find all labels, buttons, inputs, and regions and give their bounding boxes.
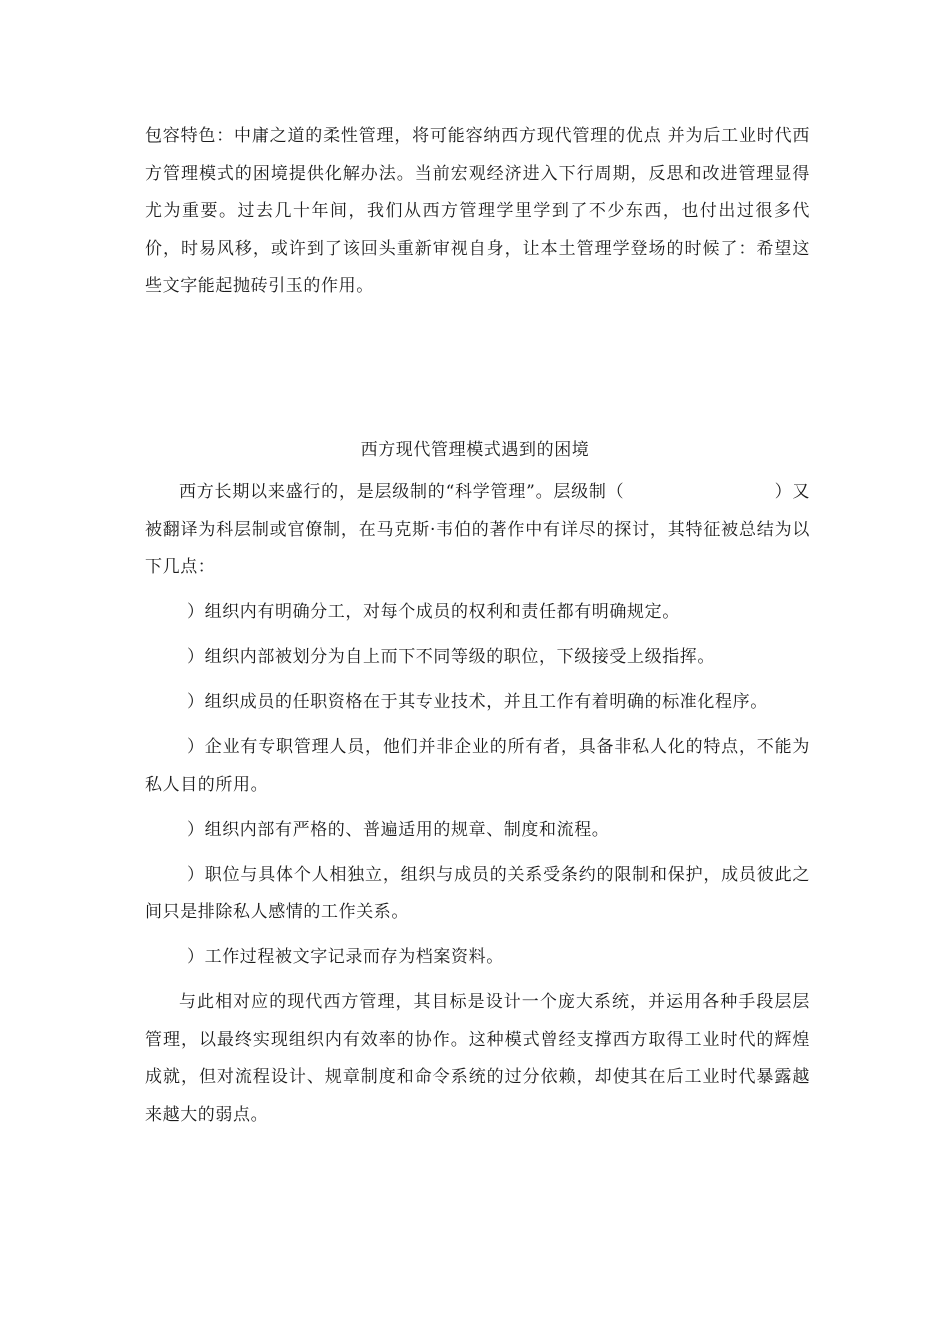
lead-text-part1: 西方长期以来盛行的，是层级制的“科学管理”。层级制（ (179, 482, 625, 502)
list-item-4: ）企业有专职管理人员，他们并非企业的所有者，具备非私人化的特点，不能为私人目的所用。 (145, 737, 810, 795)
lead-text-part2: ）又被翻译为科层制或官僚制，在马克斯·韦伯的著作中有详尽的探讨，其特征被总结为以下几点： (145, 482, 810, 577)
list-item-2: ）组织内部被划分为自上而下不同等级的职位，下级接受上级指挥。 (187, 647, 715, 667)
list-item-5: ）组织内部有严格的、普遍适用的规章、制度和流程。 (187, 819, 610, 840)
closing-paragraph: 与此相对应的现代西方管理，其目标是设计一个庞大系统，并运用各种手段层层管理，以最终实现组织内有效率的协作。这种模式曾经支撑西方取得工业时代的辉煌成就，但对流程设计、规章制度和命令系统的过分依赖，却使其在后工业时代暴露越来越大的弱点。 (145, 992, 810, 1125)
section-body (145, 474, 810, 1142)
list-item-6: ）职位与具体个人相独立，组织与成员的关系受条约的限制和保护，成员彼此之间只是排除私人感情的工作关系。 (145, 864, 810, 922)
list-item-1: ）组织内有明确分工，对每个成员的权利和责任都有明确规定。 (187, 602, 680, 622)
list-item-7: ）工作过程被文字记录而存为档案资料。 (187, 947, 504, 967)
list-item-3: ）组织成员的任职资格在于其专业技术，并且工作有着明确的标准化程序。 (187, 692, 768, 712)
lead-paragraph (145, 474, 810, 587)
section-title: 西方现代管理模式遇到的困境 (360, 440, 590, 460)
intro-paragraph: 包容特色：中庸之道的柔性管理，将可能容纳西方现代管理的优点 并为后工业时代西方管理模式的困境提供化解办法。当前宏观经济进入下行周期，反思和改进管理显得尤为重要。过去几十年间，我们从西方管理学里学到了不少东西，也付出过很多代价，时易风移，或许到了该回头重新审视自身，让本土管理学登场的时候了：希望这些文字能起抛砖引玉的作用。 (145, 126, 810, 296)
